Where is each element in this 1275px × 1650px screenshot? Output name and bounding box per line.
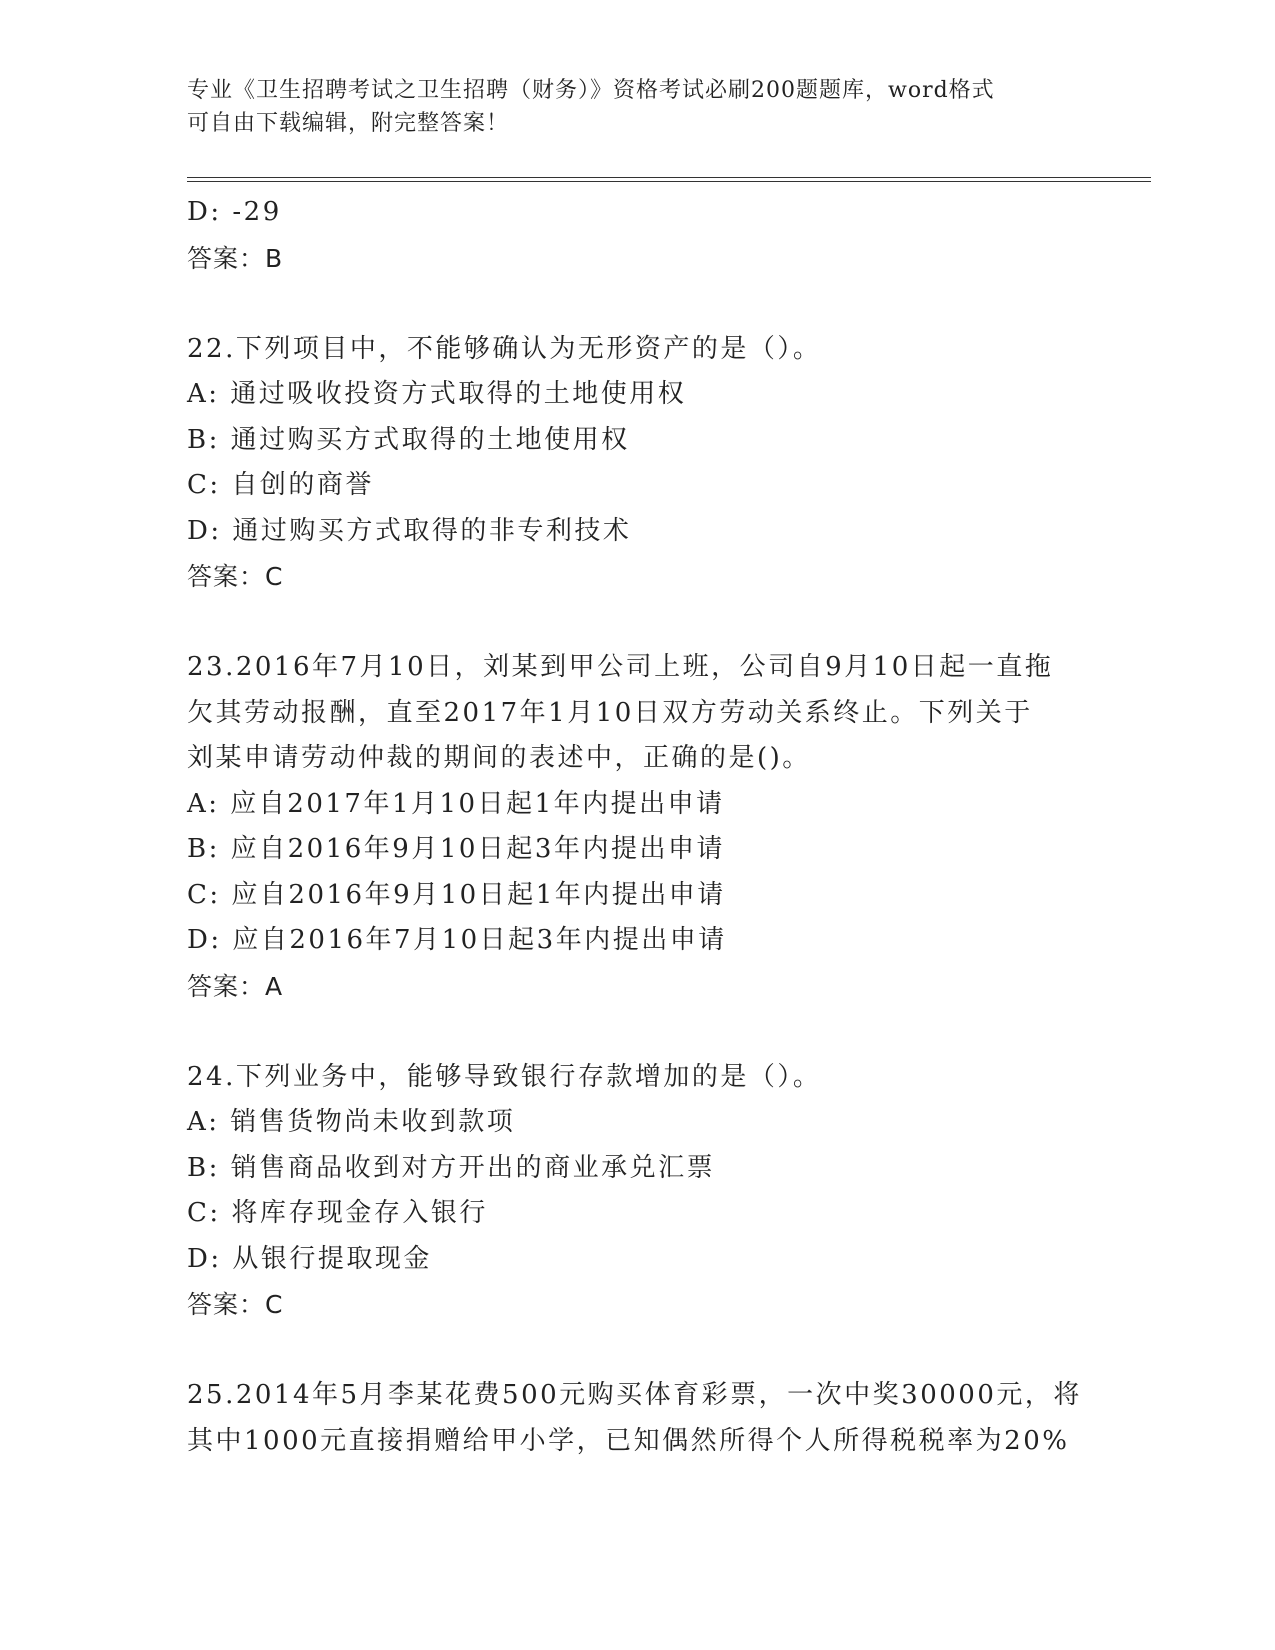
option-d: D: 从银行提取现金 xyxy=(187,1243,432,1274)
header-line-2: 可自由下载编辑，附完整答案！ xyxy=(187,111,510,136)
question-text-line-3: 刘某申请劳动仲裁的期间的表述中，正确的是()。 xyxy=(187,743,811,773)
question-text-line-2: 欠其劳动报酬，直至2017年1月10日双方劳动关系终止。下列关于 xyxy=(187,697,1033,728)
option-c: C: 将库存现金存入银行 xyxy=(187,1198,488,1228)
option-d: D: -29 xyxy=(187,197,282,227)
option-b: B: 应自2016年9月10日起3年内提出申请 xyxy=(187,834,725,864)
question-text: 24.下列业务中，能够导致银行存款增加的是（）。 xyxy=(187,1061,822,1092)
option-b: B: 通过购买方式取得的土地使用权 xyxy=(187,424,630,455)
question-21 xyxy=(187,190,1087,281)
spacer xyxy=(187,1328,1087,1374)
question-list xyxy=(187,190,1087,1464)
option-a: A: 通过吸收投资方式取得的土地使用权 xyxy=(187,379,687,409)
header-line-1: 专业《卫生招聘考试之卫生招聘（财务）》资格考试必刷200题题库，word格式 xyxy=(187,78,995,103)
header-rule-top xyxy=(187,177,1151,178)
question-text-line-2: 其中1000元直接捐赠给甲小学，已知偶然所得个人所得税税率为20% xyxy=(187,1425,1070,1456)
answer: 答案：C xyxy=(187,1290,284,1319)
question-text: 22.下列项目中，不能够确认为无形资产的是（）。 xyxy=(187,333,822,364)
option-b: B: 销售商品收到对方开出的商业承兑汇票 xyxy=(187,1152,716,1183)
answer: 答案：C xyxy=(187,562,284,591)
answer: 答案：B xyxy=(187,243,284,273)
option-c: C: 应自2016年9月10日起1年内提出申请 xyxy=(187,879,726,910)
spacer xyxy=(187,600,1087,646)
option-c: C: 自创的商誉 xyxy=(187,470,374,500)
option-d: D: 通过购买方式取得的非专利技术 xyxy=(187,515,632,546)
spacer xyxy=(187,281,1087,327)
question-text-line-1: 23.2016年7月10日，刘某到甲公司上班，公司自9月10日起一直拖 xyxy=(187,652,1054,682)
page-header xyxy=(187,74,1077,140)
question-24 xyxy=(187,1055,1087,1328)
option-a: A: 应自2017年1月10日起1年内提出申请 xyxy=(187,788,725,819)
spacer xyxy=(187,1009,1087,1055)
option-d: D: 应自2016年7月10日起3年内提出申请 xyxy=(187,925,727,955)
header-rule-bottom xyxy=(187,181,1151,182)
answer: 答案：A xyxy=(187,971,284,1001)
option-a: A: 销售货物尚未收到款项 xyxy=(187,1107,516,1137)
question-25 xyxy=(187,1373,1087,1464)
question-text-line-1: 25.2014年5月李某花费500元购买体育彩票，一次中奖30000元，将 xyxy=(187,1380,1082,1410)
question-22 xyxy=(187,327,1087,600)
question-23 xyxy=(187,645,1087,1009)
